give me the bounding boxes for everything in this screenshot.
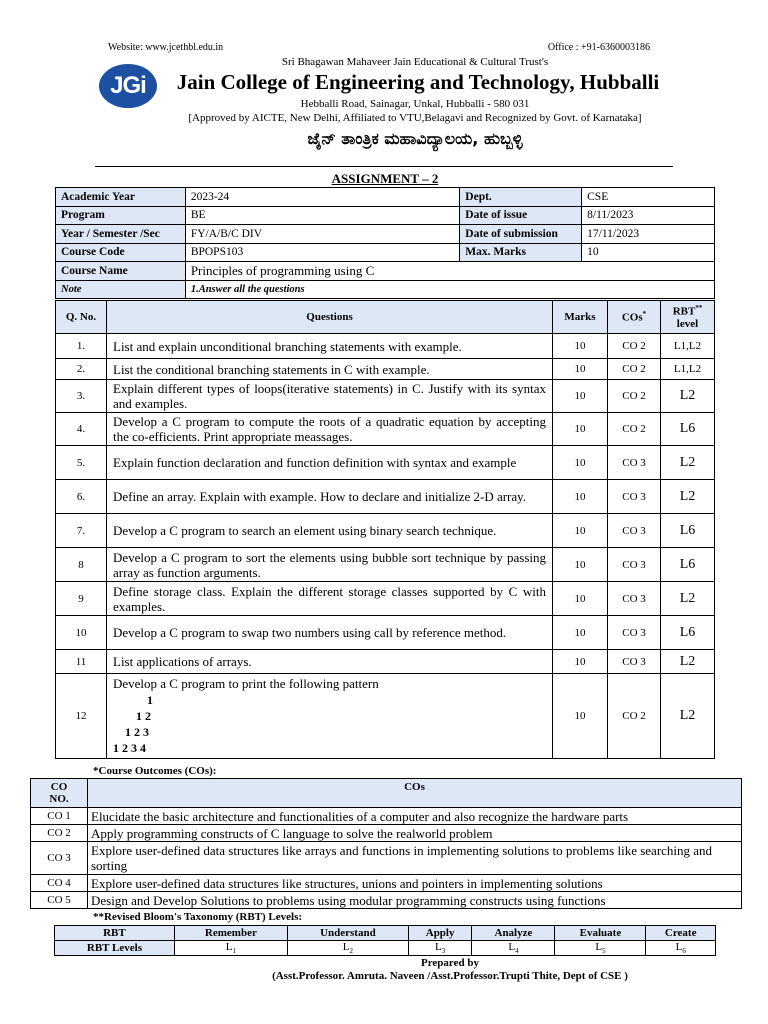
co-number: CO 2 (31, 825, 88, 842)
table-row (31, 892, 742, 909)
table-row (56, 616, 715, 650)
college-name-kannada: ಜೈನ್ ತಾಂತ್ರಿಕ ಮಹಾವಿದ್ಯಾಲಯ, ಹುಬ್ಬಳ್ಳಿ (307, 129, 523, 148)
rbt-header-cell: RBT (55, 926, 175, 941)
question-number: 2. (56, 359, 107, 380)
questions-header: Questions (107, 301, 553, 334)
questions-table (55, 300, 715, 759)
table-row (56, 262, 715, 281)
rbt-header (661, 301, 715, 334)
rbt-levels-label: RBT Levels (55, 941, 175, 956)
question-rbt: L2 (661, 582, 715, 616)
question-number: 10 (56, 616, 107, 650)
question-rbt: L1,L2 (661, 334, 715, 359)
question-rbt: L2 (661, 380, 715, 413)
academic-year-label: Academic Year (56, 188, 186, 207)
submission-date-value: 17/11/2023 (582, 225, 715, 244)
question-co: CO 2 (608, 380, 661, 413)
year-semester-value: FY/A/B/C DIV (185, 225, 459, 244)
table-row (56, 480, 715, 514)
question-marks: 10 (553, 616, 608, 650)
program-label: Program (56, 206, 186, 225)
question-marks: 10 (553, 446, 608, 480)
note-value: 1.Answer all the questions (185, 280, 714, 299)
table-row (31, 825, 742, 842)
question-rbt: L1,L2 (661, 359, 715, 380)
rbt-level-letter: L (595, 941, 603, 953)
question-marks: 10 (553, 359, 608, 380)
rbt-level-number: 4 (515, 947, 519, 956)
rbt-header-cell: Create (646, 926, 716, 941)
rbt-level-number: 1 (232, 947, 236, 956)
question-marks: 10 (553, 674, 608, 759)
question-marks: 10 (553, 650, 608, 674)
course-code-value: BPOPS103 (185, 243, 459, 262)
course-outcomes-heading: *Course Outcomes (COs): (93, 765, 217, 777)
question-rbt: L6 (661, 616, 715, 650)
question-rbt: L6 (661, 413, 715, 446)
question-text: Define an array. Explain with example. How to declare and initialize 2-D array. (107, 480, 553, 514)
question-co: CO 3 (608, 480, 661, 514)
college-name: Jain College of Engineering and Technology, Hubballi (176, 70, 660, 94)
rbt-level-cell (472, 941, 555, 956)
question-co: CO 2 (608, 334, 661, 359)
course-info-table (55, 187, 715, 299)
table-row (56, 650, 715, 674)
pattern-line: 1 2 3 4 (113, 741, 146, 755)
question-rbt: L6 (661, 514, 715, 548)
issue-date-value: 8/11/2023 (582, 206, 715, 225)
question-text: Explain different types of loops(iterative statements) in C. Justify with its syntax and examples. (107, 380, 553, 413)
question-text: List the conditional branching statements in C with example. (107, 359, 553, 380)
table-row (56, 582, 715, 616)
table-row (56, 674, 715, 759)
rbt-header-cell: Understand (287, 926, 408, 941)
question-rbt: L2 (661, 650, 715, 674)
question-marks: 10 (553, 514, 608, 548)
table-header-row (55, 926, 716, 941)
rbt-header-text: RBT (672, 305, 696, 318)
table-row (56, 548, 715, 582)
question-marks: 10 (553, 480, 608, 514)
question-co: CO 3 (608, 582, 661, 616)
question-rbt: L6 (661, 548, 715, 582)
course-name-label: Course Name (56, 262, 186, 281)
rbt-level-number: 3 (441, 947, 446, 956)
rbt-level-letter: L (342, 941, 350, 953)
table-row (56, 413, 715, 446)
co-no-header-1: CO (50, 781, 68, 793)
question-number: 5. (56, 446, 107, 480)
question-number: 11 (56, 650, 107, 674)
question-co: CO 3 (608, 616, 661, 650)
academic-year-value: 2023-24 (185, 188, 459, 207)
cos-desc-header: COs (88, 779, 742, 808)
max-marks-value: 10 (582, 243, 715, 262)
college-address: Hebballi Road, Sainagar, Unkal, Hubballi - 580 031 (300, 98, 530, 110)
dept-value: CSE (582, 188, 715, 207)
question-co: CO 2 (608, 674, 661, 759)
approval-line: [Approved by AICTE, New Delhi, Affiliated to VTU,Belagavi and Recognized by Govt. of Karnataka] (188, 112, 642, 124)
program-value: BE (185, 206, 459, 225)
rbt-level-letter: L (508, 941, 516, 953)
year-semester-label: Year / Semester /Sec (56, 225, 186, 244)
pattern-line: 1 (147, 693, 153, 707)
submission-date-label: Date of submission (460, 225, 582, 244)
rbt-level-cell (174, 941, 287, 956)
course-name-value: Principles of programming using C (185, 262, 714, 281)
question-co: CO 2 (608, 359, 661, 380)
cos-header-mark: * (642, 310, 647, 319)
prepared-by-names: (Asst.Professor. Amruta. Naveen /Asst.Professor.Trupti Thite, Dept of CSE ) (272, 970, 628, 982)
cos-header (608, 301, 661, 334)
qno-header: Q. No. (56, 301, 107, 334)
table-row (56, 243, 715, 262)
course-outcomes-table (30, 778, 742, 909)
question-text (107, 674, 553, 759)
question-number: 9 (56, 582, 107, 616)
question-rbt: L2 (661, 446, 715, 480)
rbt-level-letter: L (675, 941, 683, 953)
question-text: List applications of arrays. (107, 650, 553, 674)
table-row (56, 446, 715, 480)
question-text: Develop a C program to compute the roots of a quadratic equation by accepting the co-efficients. Print appropriate meassages. (107, 413, 553, 446)
co-no-header-2: NO. (49, 793, 69, 805)
co-description: Design and Develop Solutions to problems using modular programming constructs using functions (88, 892, 742, 909)
question-number: 12 (56, 674, 107, 759)
question-number: 6. (56, 480, 107, 514)
co-number: CO 3 (31, 842, 88, 875)
course-code-label: Course Code (56, 243, 186, 262)
co-description: Apply programming constructs of C language to solve the realworld problem (88, 825, 742, 842)
rbt-level-cell (646, 941, 716, 956)
table-header-row (56, 301, 715, 334)
college-logo: JGi (99, 64, 157, 108)
office-phone: Office : +91-6360003186 (547, 42, 650, 53)
table-row (56, 206, 715, 225)
question-text: Develop a C program to swap two numbers using call by reference method. (107, 616, 553, 650)
table-row (55, 941, 716, 956)
max-marks-label: Max. Marks (460, 243, 582, 262)
question-text: Develop a C program to sort the elements using bubble sort technique by passing array as function arguments. (107, 548, 553, 582)
pattern-line: 1 2 (136, 709, 151, 723)
question-number: 4. (56, 413, 107, 446)
issue-date-label: Date of issue (460, 206, 582, 225)
question-number: 3. (56, 380, 107, 413)
co-description: Explore user-defined data structures like arrays and functions in implementing solutions to problems like searching and sorting (88, 842, 742, 875)
table-row (56, 334, 715, 359)
table-row (56, 188, 715, 207)
prepared-by-label: Prepared by (421, 957, 479, 969)
rbt-header-cell: Analyze (472, 926, 555, 941)
co-description: Explore user-defined data structures like structures, unions and pointers in implementing solutions (88, 875, 742, 892)
question-co: CO 3 (608, 650, 661, 674)
rbt-header-level: level (676, 317, 699, 330)
question-text: Define storage class. Explain the different storage classes supported by C with examples. (107, 582, 553, 616)
question-co: CO 2 (608, 413, 661, 446)
note-label: Note (56, 280, 186, 299)
question-marks: 10 (553, 380, 608, 413)
question-rbt: L2 (661, 674, 715, 759)
question-co: CO 3 (608, 514, 661, 548)
table-row (56, 514, 715, 548)
rbt-header-cell: Apply (408, 926, 472, 941)
question-number: 7. (56, 514, 107, 548)
question-marks: 10 (553, 582, 608, 616)
dept-label: Dept. (460, 188, 582, 207)
table-row (31, 842, 742, 875)
question-text: Explain function declaration and function definition with syntax and example (107, 446, 553, 480)
question-rbt: L2 (661, 480, 715, 514)
table-row (31, 808, 742, 825)
header-divider (95, 166, 673, 167)
co-description: Elucidate the basic architecture and functionalities of a computer and also recognize the hardware parts (88, 808, 742, 825)
trust-name: Sri Bhagawan Mahaveer Jain Educational & Cultural Trust's (281, 56, 549, 68)
rbt-level-number: 5 (602, 947, 606, 956)
table-header-row (31, 779, 742, 808)
question-marks: 10 (553, 334, 608, 359)
cos-header-text: COs (621, 311, 643, 324)
rbt-header-cell: Evaluate (555, 926, 646, 941)
website-text: Website: www.jcethbl.edu.in (108, 42, 224, 53)
pattern-line: 1 2 3 (125, 725, 149, 739)
rbt-header-mark: ** (695, 304, 703, 313)
rbt-heading: **Revised Bloom's Taxonomy (RBT) Levels: (93, 911, 303, 923)
co-number: CO 5 (31, 892, 88, 909)
question-12-text: Develop a C program to print the following pattern (113, 676, 379, 691)
rbt-level-cell (408, 941, 472, 956)
rbt-level-letter: L (435, 941, 442, 953)
rbt-levels-table (54, 925, 716, 956)
question-text: List and explain unconditional branching statements with example. (107, 334, 553, 359)
co-no-header (31, 779, 88, 808)
rbt-level-number: 6 (682, 947, 686, 956)
question-number: 1. (56, 334, 107, 359)
rbt-level-letter: L (225, 941, 233, 953)
question-co: CO 3 (608, 548, 661, 582)
question-marks: 10 (553, 413, 608, 446)
rbt-level-cell (287, 941, 408, 956)
rbt-level-cell (555, 941, 646, 956)
co-number: CO 4 (31, 875, 88, 892)
question-co: CO 3 (608, 446, 661, 480)
table-row (56, 359, 715, 380)
table-row (56, 380, 715, 413)
co-number: CO 1 (31, 808, 88, 825)
marks-header: Marks (553, 301, 608, 334)
table-row (56, 225, 715, 244)
question-text: Develop a C program to search an element using binary search technique. (107, 514, 553, 548)
rbt-level-number: 2 (349, 947, 353, 956)
assignment-title: ASSIGNMENT – 2 (331, 171, 439, 186)
question-number: 8 (56, 548, 107, 582)
rbt-header-cell: Remember (174, 926, 287, 941)
question-marks: 10 (553, 548, 608, 582)
table-row (56, 280, 715, 299)
table-row (31, 875, 742, 892)
